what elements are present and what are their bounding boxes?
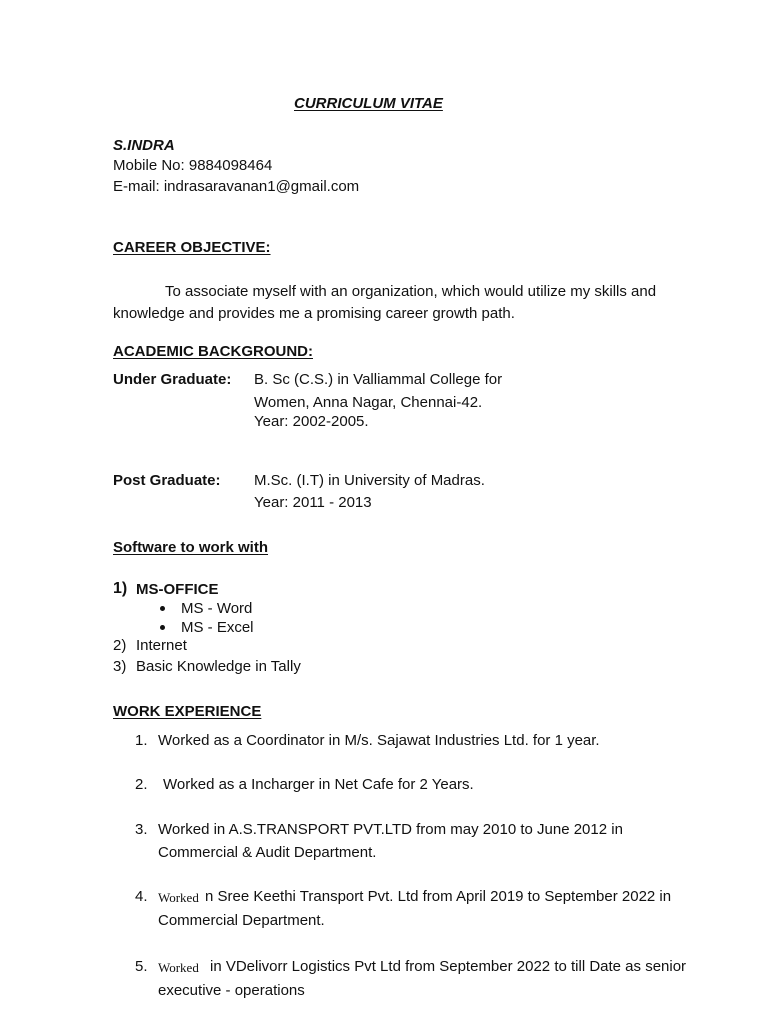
post-graduate-line-1: M.Sc. (I.T) in University of Madras.	[254, 472, 485, 489]
bullet-icon	[160, 625, 165, 630]
under-graduate-label: Under Graduate:	[113, 371, 232, 388]
post-graduate-label: Post Graduate:	[113, 472, 221, 489]
post-graduate-year: Year: 2011 - 2013	[254, 494, 372, 511]
work-item-5-number: 5.	[135, 958, 148, 975]
work-item-5-line-2: executive - operations	[158, 982, 305, 999]
career-objective-line-1: To associate myself with an organization, which would utilize my skills and	[165, 283, 657, 300]
work-item-4-worked-word: Worked	[158, 890, 199, 905]
work-item-3-line-1: Worked in A.S.TRANSPORT PVT.LTD from may 2010 to June 2012 in	[158, 821, 623, 838]
under-graduate-year: Year: 2002-2005.	[254, 413, 369, 430]
software-item-internet: Internet	[136, 637, 187, 654]
software-item-3-number: 3)	[113, 658, 127, 675]
work-item-4-line-1: n Sree Keethi Transport Pvt. Ltd from April 2019 to September 2022 in	[205, 888, 672, 905]
work-item-4-line-2: Commercial Department.	[158, 912, 325, 929]
software-sub-item-excel: MS - Excel	[181, 619, 254, 636]
under-graduate-line-1: B. Sc (C.S.) in Valliammal College for	[254, 371, 503, 388]
software-item-2-number: 2)	[113, 637, 127, 654]
work-item-3-number: 3.	[135, 821, 148, 838]
work-item-2-text: Worked as a Incharger in Net Cafe for 2 Years.	[163, 776, 474, 793]
software-item-ms-office: MS-OFFICE	[136, 581, 219, 598]
document-title: CURRICULUM VITAE	[294, 95, 443, 112]
bullet-icon	[160, 606, 165, 611]
academic-background-heading: ACADEMIC BACKGROUND:	[113, 343, 313, 360]
work-item-5-worked-word: Worked	[158, 960, 199, 975]
mobile-number: Mobile No: 9884098464	[113, 157, 273, 174]
career-objective-heading: CAREER OBJECTIVE:	[113, 239, 271, 256]
software-heading: Software to work with	[113, 539, 269, 556]
email-address: E-mail: indrasaravanan1@gmail.com	[113, 178, 360, 195]
software-item-1-number: 1)	[113, 580, 128, 597]
work-item-1-text: Worked as a Coordinator in M/s. Sajawat Industries Ltd. for 1 year.	[158, 732, 600, 749]
work-item-3-line-2: Commercial & Audit Department.	[158, 844, 377, 861]
applicant-name: S.INDRA	[113, 137, 175, 154]
work-item-1-number: 1.	[135, 732, 148, 749]
work-item-4-number: 4.	[135, 888, 148, 905]
career-objective-line-2: knowledge and provides me a promising career growth path.	[113, 305, 515, 322]
under-graduate-line-2: Women, Anna Nagar, Chennai-42.	[254, 394, 483, 411]
software-sub-item-word: MS - Word	[181, 600, 253, 617]
work-experience-heading: WORK EXPERIENCE	[113, 703, 262, 720]
software-item-tally: Basic Knowledge in Tally	[136, 658, 301, 675]
work-item-5-line-1: in VDelivorr Logistics Pvt Ltd from September 2022 to till Date as senior	[210, 958, 687, 975]
work-item-2-number: 2.	[135, 776, 148, 793]
